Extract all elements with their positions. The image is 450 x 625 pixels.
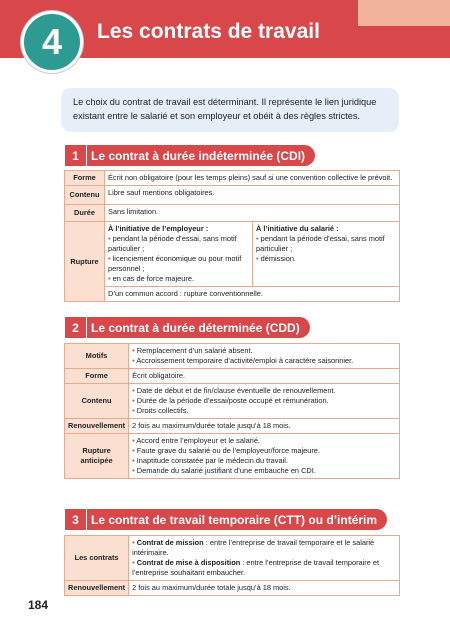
- list-item: • licenciement économique ou pour motif personnel ;: [108, 254, 242, 273]
- section-number: 2: [65, 317, 86, 338]
- row-label: Motifs: [65, 344, 129, 369]
- row-value: 2 fois au maximum/durée totale jusqu’à 18 mois.: [129, 581, 400, 596]
- table-row: [65, 419, 400, 434]
- section-heading-cdd: [65, 317, 310, 338]
- row-value: [129, 434, 400, 479]
- list-item: • Inaptitude constatée par le médecin du travail.: [132, 456, 288, 465]
- list-item: • Accord entre l’employeur et le salarié.: [132, 436, 260, 445]
- list-item: • Remplacement d’un salarié absent.: [132, 346, 253, 355]
- row-value: D’un commun accord : rupture conventionnelle.: [105, 287, 400, 302]
- list-item: • Contrat de mise à disposition : entre l’entreprise de travail temporaire et l’entreprise souhaitant embaucher.: [132, 558, 380, 577]
- row-label: Les contrats: [65, 536, 129, 581]
- row-value: [129, 384, 400, 419]
- row-value: Sans limitation.: [105, 205, 400, 222]
- salarie-cell: [253, 222, 400, 287]
- section-heading-ctt: [65, 509, 387, 530]
- row-label: Forme: [65, 369, 129, 384]
- row-value: [129, 344, 400, 369]
- table-row: [65, 344, 400, 369]
- cdi-table: [64, 170, 400, 302]
- table-row: [65, 287, 400, 302]
- list-item: • en cas de force majeure.: [108, 274, 194, 283]
- table-row: [65, 222, 400, 287]
- section-title: Le contrat à durée indéterminée (CDI): [87, 145, 315, 166]
- list-item: • Contrat de mission : entre l’entreprise de travail temporaire et le salarié intérimaire.: [132, 538, 375, 557]
- row-label: Contenu: [65, 186, 105, 205]
- table-row: [65, 171, 400, 186]
- table-row: [65, 581, 400, 596]
- row-value: Libre sauf mentions obligatoires.: [105, 186, 400, 205]
- table-row: [65, 384, 400, 419]
- row-value: 2 fois au maximum/durée totale jusqu’à 18 mois.: [129, 419, 400, 434]
- employeur-cell: [105, 222, 253, 287]
- page-number: 184: [28, 598, 49, 612]
- list-item: • Droits collectifs.: [132, 406, 189, 415]
- row-label: Renouvellement: [65, 419, 129, 434]
- salarie-title: À l’initiative du salarié :: [256, 224, 339, 233]
- list-item: • Durée de la période d’essai/poste occupé et rémunération.: [132, 396, 329, 405]
- list-item: • pendant la période d’essai, sans motif particulier ;: [108, 234, 237, 253]
- section-number: 3: [65, 509, 86, 530]
- list-item: • Date de début et de fin/clause éventuelle de renouvellement.: [132, 386, 336, 395]
- row-value: Écrit non obligatoire (pour les temps pleins) sauf si une convention collective le prévoit.: [105, 171, 400, 186]
- chapter-number: 4: [21, 11, 83, 73]
- list-item: • Faute grave du salarié ou de l’employeur/force majeure.: [132, 446, 320, 455]
- ctt-table: [64, 535, 400, 596]
- row-value: [129, 536, 400, 581]
- table-row: [65, 186, 400, 205]
- row-label: Contenu: [65, 384, 129, 419]
- table-row: [65, 369, 400, 384]
- row-label: Rupture anticipée: [65, 434, 129, 479]
- row-label: Renouvellement: [65, 581, 129, 596]
- section-title: Le contrat de travail temporaire (CTT) ou d’intérim: [87, 509, 387, 530]
- banner-accent: [358, 0, 450, 26]
- list-item: • pendant la période d’essai, sans motif particulier ;: [256, 234, 385, 253]
- table-row: [65, 434, 400, 479]
- employeur-title: À l’initiative de l’employeur :: [108, 224, 209, 233]
- list-item: • Accroissement temporaire d’activité/emploi à caractère saisonnier.: [132, 356, 354, 365]
- table-row: [65, 536, 400, 581]
- table-row: [65, 205, 400, 222]
- cdd-table: [64, 343, 400, 479]
- section-title: Le contrat à durée déterminée (CDD): [87, 317, 310, 338]
- row-label: Rupture: [65, 222, 105, 302]
- row-label: Durée: [65, 205, 105, 222]
- list-item: • Demande du salarié justifiant d’une embauche en CDI.: [132, 466, 316, 475]
- section-number: 1: [65, 145, 86, 166]
- row-value: Écrit obligatoire.: [129, 369, 400, 384]
- list-item: • démission.: [256, 254, 296, 263]
- section-heading-cdi: [65, 145, 315, 166]
- chapter-title: Les contrats de travail: [97, 20, 320, 43]
- row-label: Forme: [65, 171, 105, 186]
- intro-box: Le choix du contrat de travail est déterminant. Il représente le lien juridique existant entre le salarié et son employeur et obéit à des règles strictes.: [61, 88, 399, 132]
